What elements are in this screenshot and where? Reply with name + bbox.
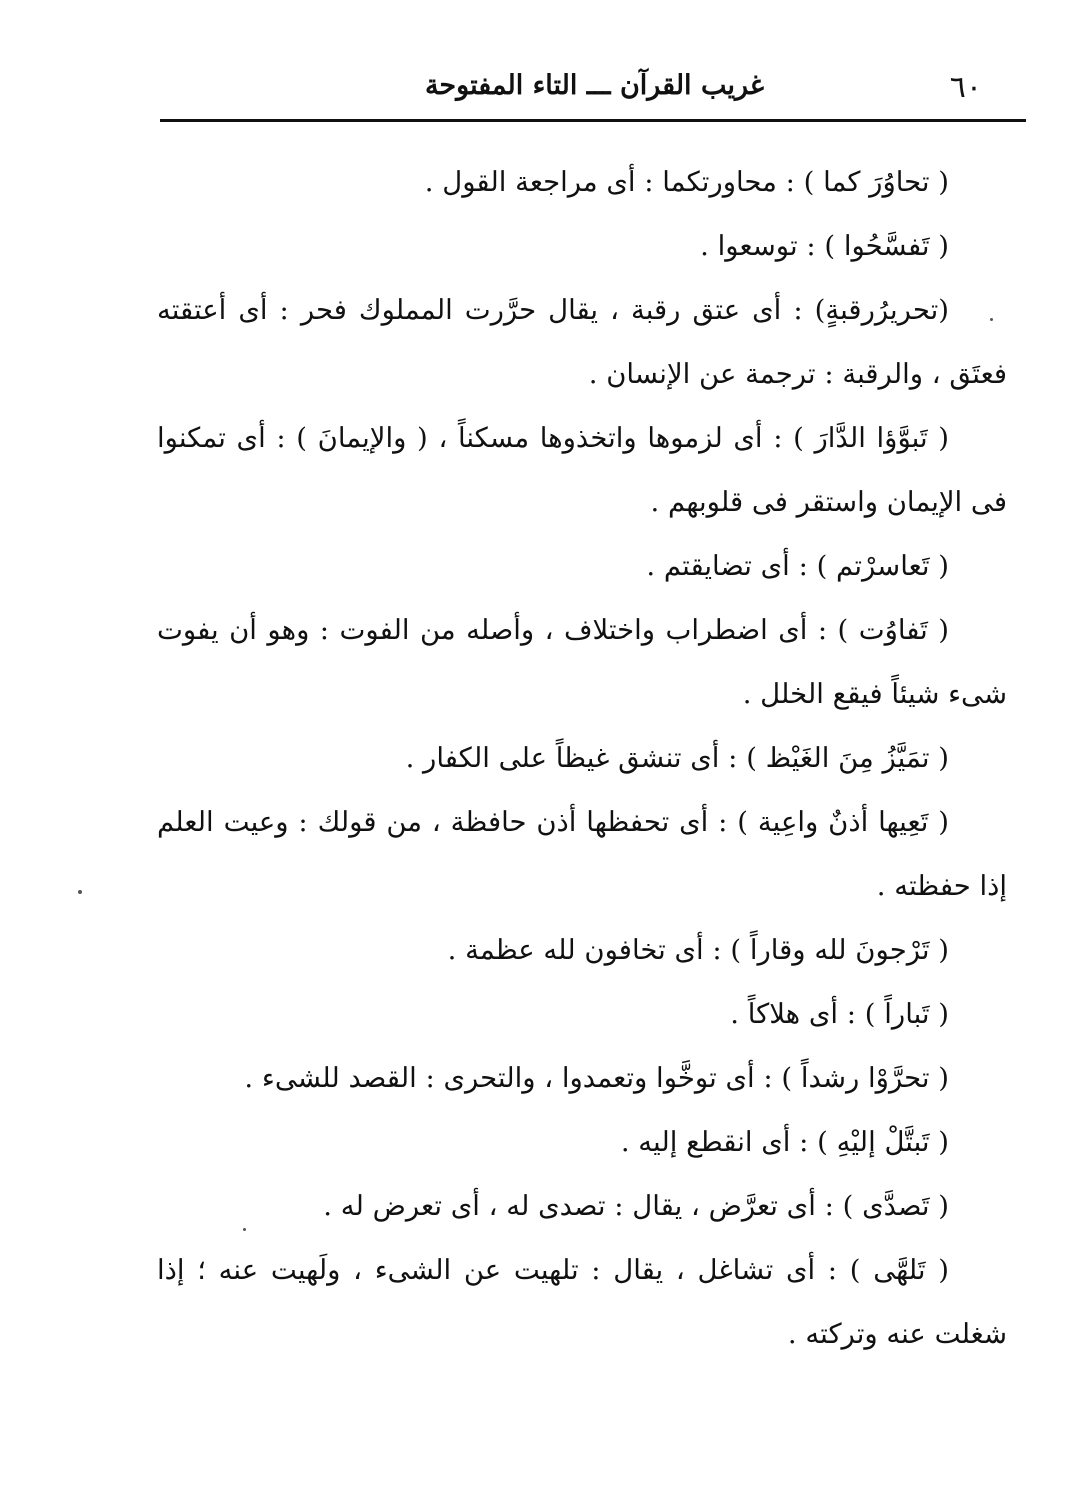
glossary-entry xyxy=(157,406,1007,534)
entry-definition: : محاورتكما : أى مراجعة القول . xyxy=(424,166,804,198)
entry-term: ( تَلهَّى ) xyxy=(849,1254,949,1286)
entry-definition: : أى تعرَّض ، يقال : تصدى له ، أى تعرض له . xyxy=(323,1190,843,1222)
glossary-entry xyxy=(157,278,1007,406)
entry-definition: : أى عتق رقبة ، يقال حرَّرت المملوك فحر : أى أعتقته فعتَق ، والرقبة : ترجمة عن الإنسان . xyxy=(157,294,1007,390)
glossary-entry xyxy=(157,1110,1007,1174)
scan-speck xyxy=(78,890,82,894)
entry-definition: : أى تضايقتم . xyxy=(646,550,817,582)
glossary-entry xyxy=(157,150,1007,214)
entry-term: ( تَبتَّلْ إليْهِ ) xyxy=(817,1126,949,1158)
entry-term: (تحريرُرقبةٍ) xyxy=(814,294,949,326)
entry-term: ( تمَيَّزُ مِنَ الغَيْظ ) xyxy=(746,742,949,774)
entry-term: ( تَصدَّى ) xyxy=(842,1190,949,1222)
entry-definition: : أى تشاغل ، يقال : تلهيت عن الشىء ، ولَهيت عنه ؛ إذا شغلت عنه وتركته . xyxy=(157,1254,1007,1350)
glossary-entries xyxy=(157,150,1007,1366)
entry-definition: : أى تحفظها أذن حافظة ، من قولك : وعيت العلم إذا حفظته . xyxy=(157,806,1007,902)
running-title: غريب القرآن ـــ التاء المفتوحة xyxy=(424,70,764,101)
entry-term: ( تَبوَّؤا الدَّارَ ) xyxy=(793,422,950,454)
entry-definition: : أى انقطع إليه . xyxy=(620,1126,818,1158)
header-rule xyxy=(160,119,1026,122)
glossary-entry xyxy=(157,982,1007,1046)
scan-speck xyxy=(243,1228,246,1231)
entry-term: ( تَفسَّحُوا ) xyxy=(824,230,949,262)
glossary-entry xyxy=(157,790,1007,918)
entry-definition: : أى تنشق غيظاً على الكفار . xyxy=(405,742,747,774)
glossary-entry xyxy=(157,534,1007,598)
entry-definition: : أى اضطراب واختلاف ، وأصله من الفوت : وهو أن يفوت شىء شيئاً فيقع الخلل . xyxy=(157,614,1007,710)
glossary-entry xyxy=(157,918,1007,982)
glossary-entry xyxy=(157,1174,1007,1238)
glossary-entry xyxy=(157,598,1007,726)
entry-term: ( تحرَّوْا رشداً ) xyxy=(781,1062,949,1094)
entry-definition: : أى توخَّوا وتعمدوا ، والتحرى : القصد للشىء . xyxy=(244,1062,782,1094)
glossary-entry xyxy=(157,1046,1007,1110)
entry-term: ( تَعاسرْتم ) xyxy=(816,550,949,582)
scan-speck xyxy=(990,318,993,321)
page-number: ٦٠ xyxy=(949,70,982,105)
entry-term: ( تَرْجونَ لله وقاراً ) xyxy=(730,934,949,966)
glossary-entry xyxy=(157,726,1007,790)
entry-definition: : توسعوا . xyxy=(700,230,825,262)
page-header xyxy=(160,66,1026,112)
glossary-entry xyxy=(157,1238,1007,1366)
entry-definition: : أى تخافون لله عظمة . xyxy=(447,934,731,966)
entry-term: ( تَفاوُت ) xyxy=(837,614,949,646)
entry-term: ( تَعِيها أذنٌ واعِية ) xyxy=(737,806,949,838)
glossary-entry xyxy=(157,214,1007,278)
entry-term: ( تَباراً ) xyxy=(864,998,949,1030)
entry-definition: : أى لزموها واتخذوها مسكناً ، ( والإيمانَ ) : أى تمكنوا فى الإيمان واستقر فى قلوبهم . xyxy=(157,422,1007,518)
entry-term: ( تحاوُرَ كما ) xyxy=(803,166,949,198)
entry-definition: : أى هلاكاً . xyxy=(730,998,865,1030)
